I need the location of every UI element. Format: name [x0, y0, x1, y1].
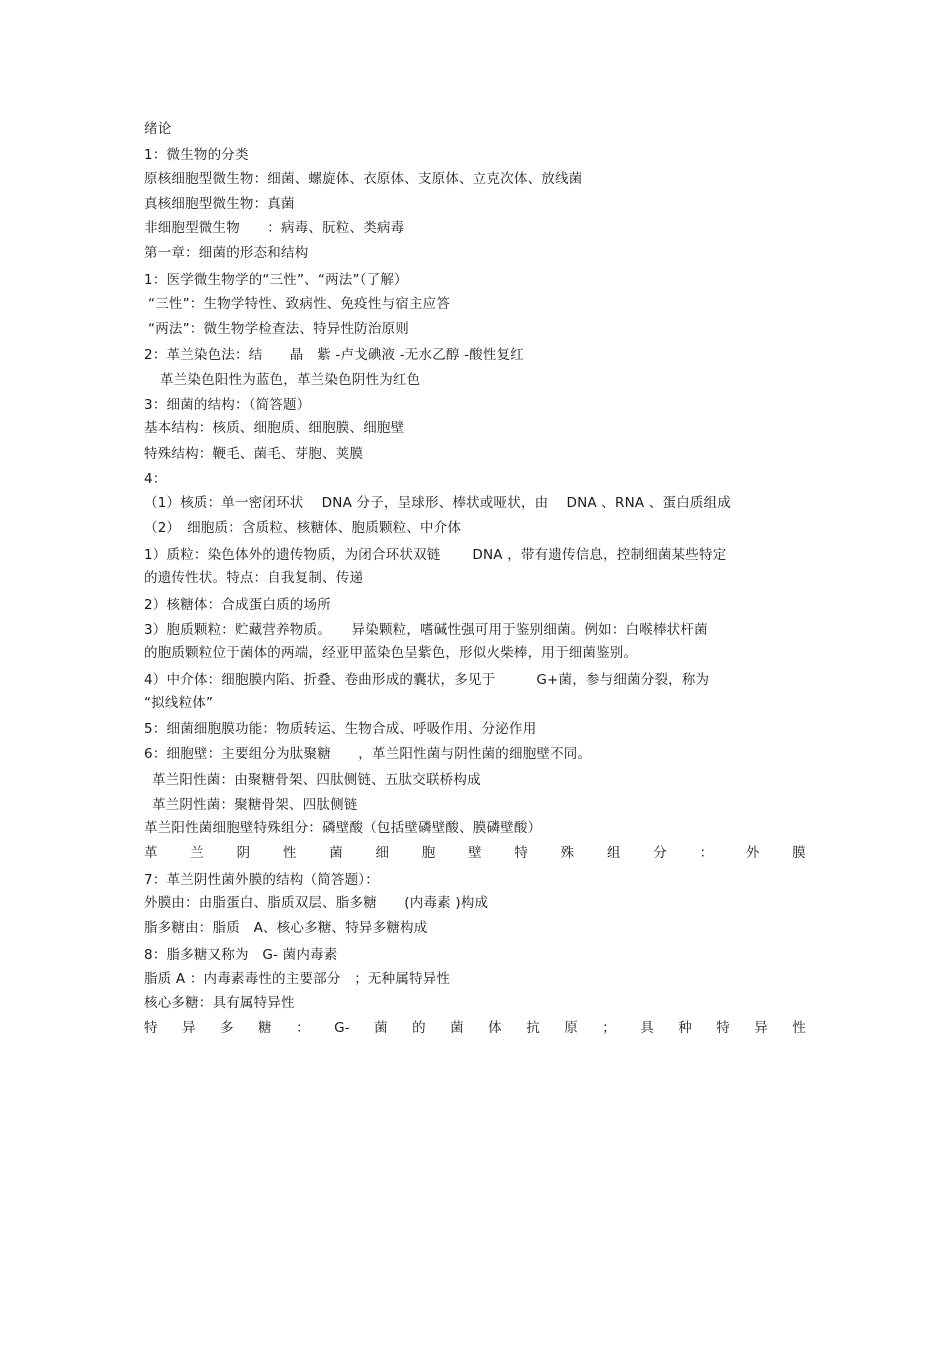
- char: ：: [296, 1020, 310, 1036]
- text-line: 核心多糖：具有属特异性: [144, 995, 295, 1011]
- text-line: 革兰染色阳性为蓝色，革兰染色阴性为红色: [160, 372, 421, 388]
- char: 阴: [236, 845, 251, 861]
- text-line: 原核细胞型微生物：细菌、螺旋体、衣原体、支原体、立克次体、放线菌: [144, 171, 583, 187]
- char: 胞: [421, 845, 436, 861]
- char: 异: [182, 1020, 196, 1036]
- char: 糖: [258, 1020, 272, 1036]
- text-line: 的胞质颗粒位于菌体的两端，经亚甲蓝染色呈紫色，形似火柴棒，用于细菌鉴别。: [144, 645, 638, 661]
- justified-line-specific-polysaccharide: [144, 1019, 806, 1037]
- char: 菌: [450, 1020, 464, 1036]
- chapter-1-heading: 第一章：细菌的形态和结构: [144, 245, 309, 261]
- char: ：: [699, 845, 714, 861]
- char: 种: [678, 1020, 692, 1036]
- text-line: 2：革兰染色法：结 晶 紫 -卢戈碘液 -无水乙醇 -酸性复红: [144, 347, 524, 363]
- char: 性: [792, 1020, 806, 1036]
- char: G-: [334, 1020, 350, 1036]
- text-line: 的遗传性状。特点：自我复制、传递: [144, 570, 364, 586]
- text-line: “三性”：生物学特性、致病性、免疫性与宿主应答: [148, 296, 451, 312]
- char: 外: [745, 845, 760, 861]
- text-line: 7：革兰阴性菌外膜的结构（简答题）：: [144, 872, 379, 888]
- text-line: 4：: [144, 471, 167, 487]
- char: 壁: [468, 845, 482, 861]
- text-line: 3）胞质颗粒：贮藏营养物质。 异染颗粒，嗜碱性强可用于鉴别细菌。例如：白喉棒状杆菌: [144, 622, 708, 638]
- char: 殊: [560, 845, 575, 861]
- text-line: 5：细菌细胞膜功能：物质转运、生物合成、呼吸作用、分泌作用: [144, 721, 537, 737]
- text-line: 特殊结构：鞭毛、菌毛、芽胞、荚膜: [144, 446, 364, 462]
- char: 异: [754, 1020, 768, 1036]
- char: 性: [282, 845, 297, 861]
- char: 体: [488, 1020, 502, 1036]
- text-line: 非细胞型微生物 ：病毒、朊粒、类病毒: [144, 220, 405, 236]
- char: 膜: [792, 845, 806, 861]
- text-line: （1）核质：单一密闭环状 DNA 分子，呈球形、棒状或哑状，由 DNA 、RNA 、蛋白质组成: [144, 495, 732, 511]
- char: 菌: [329, 845, 343, 861]
- char: 原: [564, 1020, 578, 1036]
- char: 特: [144, 1020, 158, 1036]
- text-line: 6：细胞壁：主要组分为肽聚糖 ，革兰阳性菌与阴性菌的细胞壁不同。: [144, 746, 592, 762]
- char: 菌: [374, 1020, 388, 1036]
- text-line: 革兰阳性菌：由聚糖骨架、四肽侧链、五肽交联桥构成: [152, 772, 481, 788]
- text-line: 1：医学微生物学的“三性”、“两法”（了解）: [144, 272, 408, 288]
- text-line: 3：细菌的结构：（简答题）: [144, 397, 311, 413]
- heading-introduction: 绪论: [144, 121, 172, 137]
- text-line: 4）中介体：细胞膜内陷、折叠、卷曲形成的囊状，多见于 G+菌，参与细菌分裂，称为: [144, 672, 710, 688]
- char: 革: [144, 845, 158, 861]
- text-line: 8：脂多糖又称为 G- 菌内毒素: [144, 947, 338, 963]
- char: 分: [653, 845, 667, 861]
- text-line: 外膜由：由脂蛋白、脂质双层、脂多糖 (内毒素 )构成: [144, 895, 489, 911]
- text-line: 革兰阳性菌细胞壁特殊组分：磷壁酸（包括壁磷壁酸、膜磷壁酸）: [144, 820, 542, 836]
- justified-line-gram-negative-outer-membrane: [144, 844, 806, 862]
- text-line: 脂质 A ：内毒素毒性的主要部分 ；无种属特异性: [144, 971, 451, 987]
- char: 特: [716, 1020, 730, 1036]
- char: 组: [606, 845, 621, 861]
- text-line: 2）核糖体：合成蛋白质的场所: [144, 597, 331, 613]
- char: 细: [375, 845, 390, 861]
- char: 特: [514, 845, 529, 861]
- text-line: 真核细胞型微生物：真菌: [144, 196, 295, 212]
- section-1-title: 1：微生物的分类: [144, 147, 249, 163]
- char: ；: [602, 1020, 616, 1036]
- char: 的: [412, 1020, 426, 1036]
- text-line: 基本结构：核质、细胞质、细胞膜、细胞壁: [144, 420, 405, 436]
- char: 抗: [526, 1020, 540, 1036]
- text-line: “两法”：微生物学检查法、特异性防治原则: [148, 321, 409, 337]
- text-line: “拟线粒体”: [144, 695, 214, 711]
- text-line: 革兰阴性菌：聚糖骨架、四肽侧链: [152, 797, 358, 813]
- text-line: （2） 细胞质：含质粒、核糖体、胞质颗粒、中介体: [144, 520, 462, 536]
- char: 具: [640, 1020, 654, 1036]
- char: 兰: [190, 845, 204, 861]
- text-line: 1）质粒：染色体外的遗传物质，为闭合环状双链 DNA ，带有遗传信息，控制细菌某些特定: [144, 547, 727, 563]
- char: 多: [220, 1020, 234, 1036]
- text-line: 脂多糖由：脂质 A、核心多糖、特异多糖构成: [144, 920, 428, 936]
